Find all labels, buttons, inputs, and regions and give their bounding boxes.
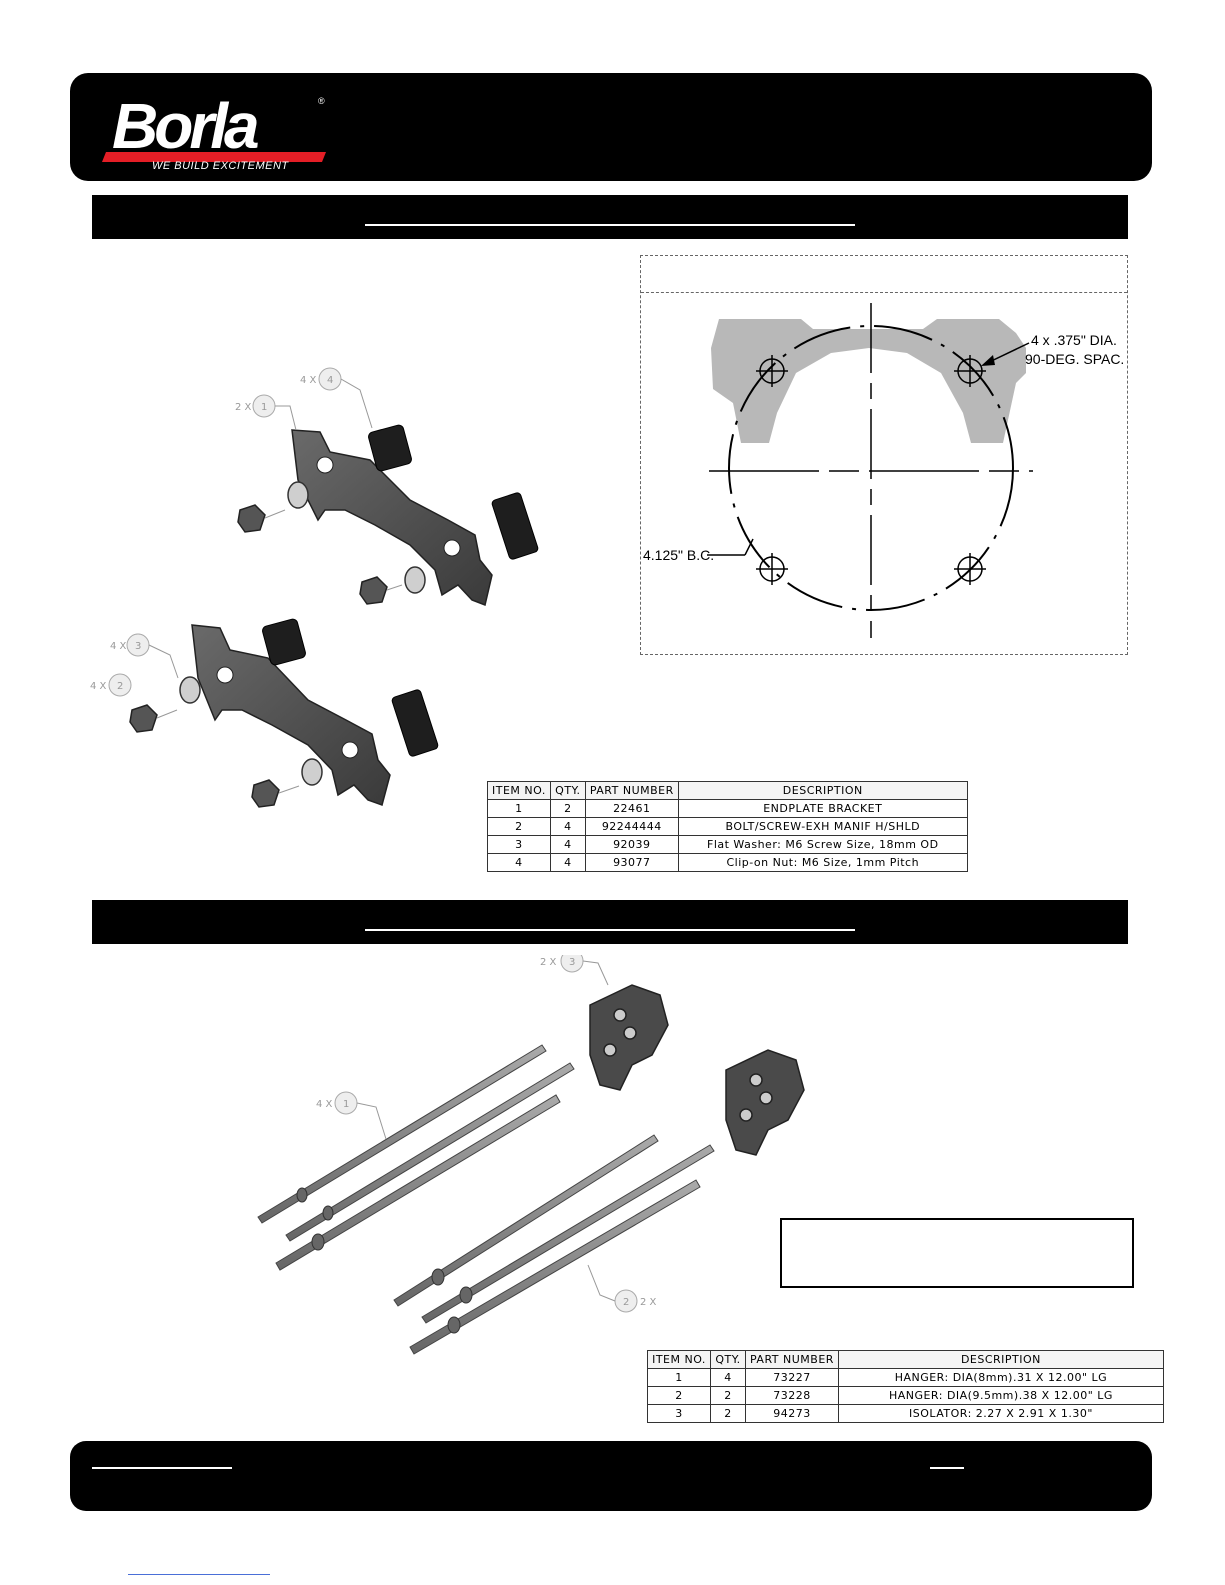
callout-qty-isolator: 2 X	[540, 957, 557, 968]
callout-item-2: 2	[117, 681, 124, 692]
cell: 4	[711, 1369, 746, 1387]
callout-item-hanger-2: 2	[623, 1297, 630, 1308]
cell: 3	[648, 1405, 711, 1423]
cell: ISOLATOR: 2.27 X 2.91 X 1.30"	[838, 1405, 1163, 1423]
table-row	[648, 1369, 1164, 1387]
cell: 4	[550, 854, 585, 872]
isolator-upper	[590, 985, 668, 1090]
svg-text:Borla: Borla	[112, 90, 256, 162]
cell: 92039	[585, 836, 678, 854]
cell: 2	[648, 1387, 711, 1405]
cell: HANGER: DIA(9.5mm).38 X 12.00" LG	[838, 1387, 1163, 1405]
note-box	[780, 1218, 1134, 1288]
cell: BOLT/SCREW-EXH MANIF H/SHLD	[678, 818, 967, 836]
table-row	[488, 836, 968, 854]
section-1-title-underline	[365, 224, 855, 226]
hole-dia-label: 4 x .375" DIA.	[1031, 332, 1117, 348]
table-header-row	[648, 1351, 1164, 1369]
col-item-no: ITEM NO.	[488, 782, 551, 800]
col-description: DESCRIPTION	[838, 1351, 1163, 1369]
footer-left-underline	[92, 1467, 232, 1469]
callout-item-1: 1	[261, 402, 268, 413]
callout-qty-4: 4 X	[300, 375, 317, 386]
cell: Flat Washer: M6 Screw Size, 18mm OD	[678, 836, 967, 854]
callout-item-3: 3	[135, 641, 142, 652]
section-1-parts-table	[487, 781, 968, 872]
section-2-header	[92, 900, 1128, 944]
table-row	[488, 818, 968, 836]
cell: 73228	[746, 1387, 839, 1405]
section-1-callouts	[80, 360, 380, 700]
table-row	[488, 800, 968, 818]
callout-item-hanger-1: 1	[343, 1099, 350, 1110]
callout-item-isolator: 3	[569, 957, 576, 968]
brand-tagline: WE BUILD EXCITEMENT	[152, 160, 289, 172]
col-part-number: PART NUMBER	[585, 782, 678, 800]
col-qty: QTY.	[550, 782, 585, 800]
section-1-header	[92, 195, 1128, 239]
cell: 2	[488, 818, 551, 836]
cell: 4	[488, 854, 551, 872]
table-header-row	[488, 782, 968, 800]
cell: 92244444	[585, 818, 678, 836]
hangers-exploded-view	[240, 955, 840, 1375]
callout-qty-1: 2 X	[235, 402, 252, 413]
footer-right-underline	[930, 1467, 964, 1469]
cell: HANGER: DIA(8mm).31 X 12.00" LG	[838, 1369, 1163, 1387]
cell: 2	[550, 800, 585, 818]
col-description: DESCRIPTION	[678, 782, 967, 800]
col-qty: QTY.	[711, 1351, 746, 1369]
isolator-lower	[726, 1050, 804, 1155]
cell: 3	[488, 836, 551, 854]
callout-qty-3: 4 X	[110, 641, 127, 652]
table-row	[648, 1405, 1164, 1423]
cell: 22461	[585, 800, 678, 818]
cell: 4	[550, 818, 585, 836]
cell: 4	[550, 836, 585, 854]
bolt-circle-label: 4.125" B.C.	[643, 547, 715, 563]
cell: 2	[711, 1405, 746, 1423]
cell: 1	[488, 800, 551, 818]
cell: Clip-on Nut: M6 Size, 1mm Pitch	[678, 854, 967, 872]
table-row	[488, 854, 968, 872]
col-item-no: ITEM NO.	[648, 1351, 711, 1369]
section-2-title-underline	[365, 929, 855, 931]
section-2-parts-table	[647, 1350, 1164, 1423]
cell: 73227	[746, 1369, 839, 1387]
bolt-pattern-diagram	[641, 293, 1127, 654]
cell: 94273	[746, 1405, 839, 1423]
bottom-link-underline[interactable]	[128, 1574, 270, 1575]
cell: 2	[711, 1387, 746, 1405]
table-row	[648, 1387, 1164, 1405]
cell: 1	[648, 1369, 711, 1387]
cell: 93077	[585, 854, 678, 872]
col-part-number: PART NUMBER	[746, 1351, 839, 1369]
callout-qty-2: 4 X	[90, 681, 107, 692]
svg-text:®: ®	[318, 96, 325, 106]
hole-spacing-label: 90-DEG. SPAC.	[1025, 351, 1125, 367]
callout-qty-hanger-1: 4 X	[316, 1099, 333, 1110]
callout-item-4: 4	[327, 375, 334, 386]
cell: ENDPLATE BRACKET	[678, 800, 967, 818]
callout-qty-hanger-2: 2 X	[640, 1297, 657, 1308]
footer-bar	[70, 1441, 1152, 1511]
